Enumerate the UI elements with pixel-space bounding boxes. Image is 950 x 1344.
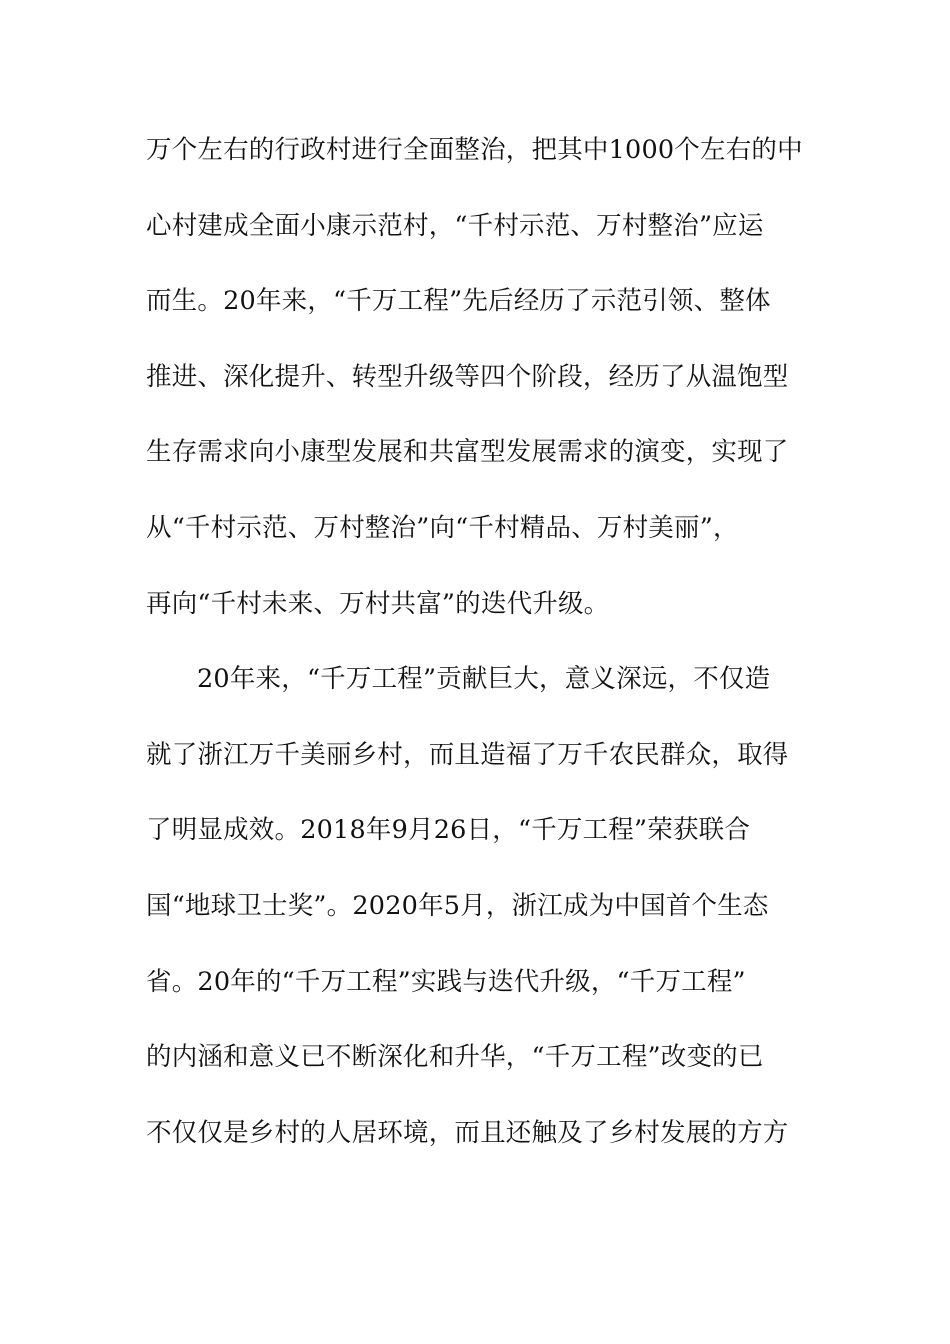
text-line: 不仅仅是乡村的人居环境，而且还触及了乡村发展的方方 [146, 1117, 789, 1148]
text-line: 就了浙江万千美丽乡村，而且造福了万千农民群众，取得 [146, 739, 789, 770]
text-line: 万个左右的行政村进行全面整治，把其中1000个左右的中 [146, 135, 803, 165]
text-line: 20年来，“千万工程”贡献巨大，意义深远，不仅造 [197, 664, 771, 695]
paragraph-1 [146, 126, 826, 655]
text-line: 而生。20年来，“千万工程”先后经历了示范引领、整体 [146, 286, 771, 317]
text-line: 再向“千村未来、万村共富”的迭代升级。 [146, 588, 610, 619]
text-line: 推进、深化提升、转型升级等四个阶段，经历了从温饱型 [146, 361, 789, 392]
text-line: 生存需求向小康型发展和共富型发展需求的演变，实现了 [146, 437, 789, 468]
paragraph-2 [146, 655, 826, 1184]
document-body [146, 126, 826, 1184]
text-line: 从“千村示范、万村整治”向“千村精品、万村美丽”， [146, 512, 739, 543]
text-line: 的内涵和意义已不断深化和升华，“千万工程”改变的已 [146, 1042, 764, 1073]
text-line: 心村建成全面小康示范村，“千村示范、万村整治”应运 [146, 210, 764, 241]
text-line: 省。20年的“千万工程”实践与迭代升级，“千万工程” [146, 966, 746, 997]
text-line: 国“地球卫士奖”。2020年5月，浙江成为中国首个生态 [146, 890, 769, 921]
text-line: 了明显成效。2018年9月26日，“千万工程”荣获联合 [146, 815, 751, 846]
